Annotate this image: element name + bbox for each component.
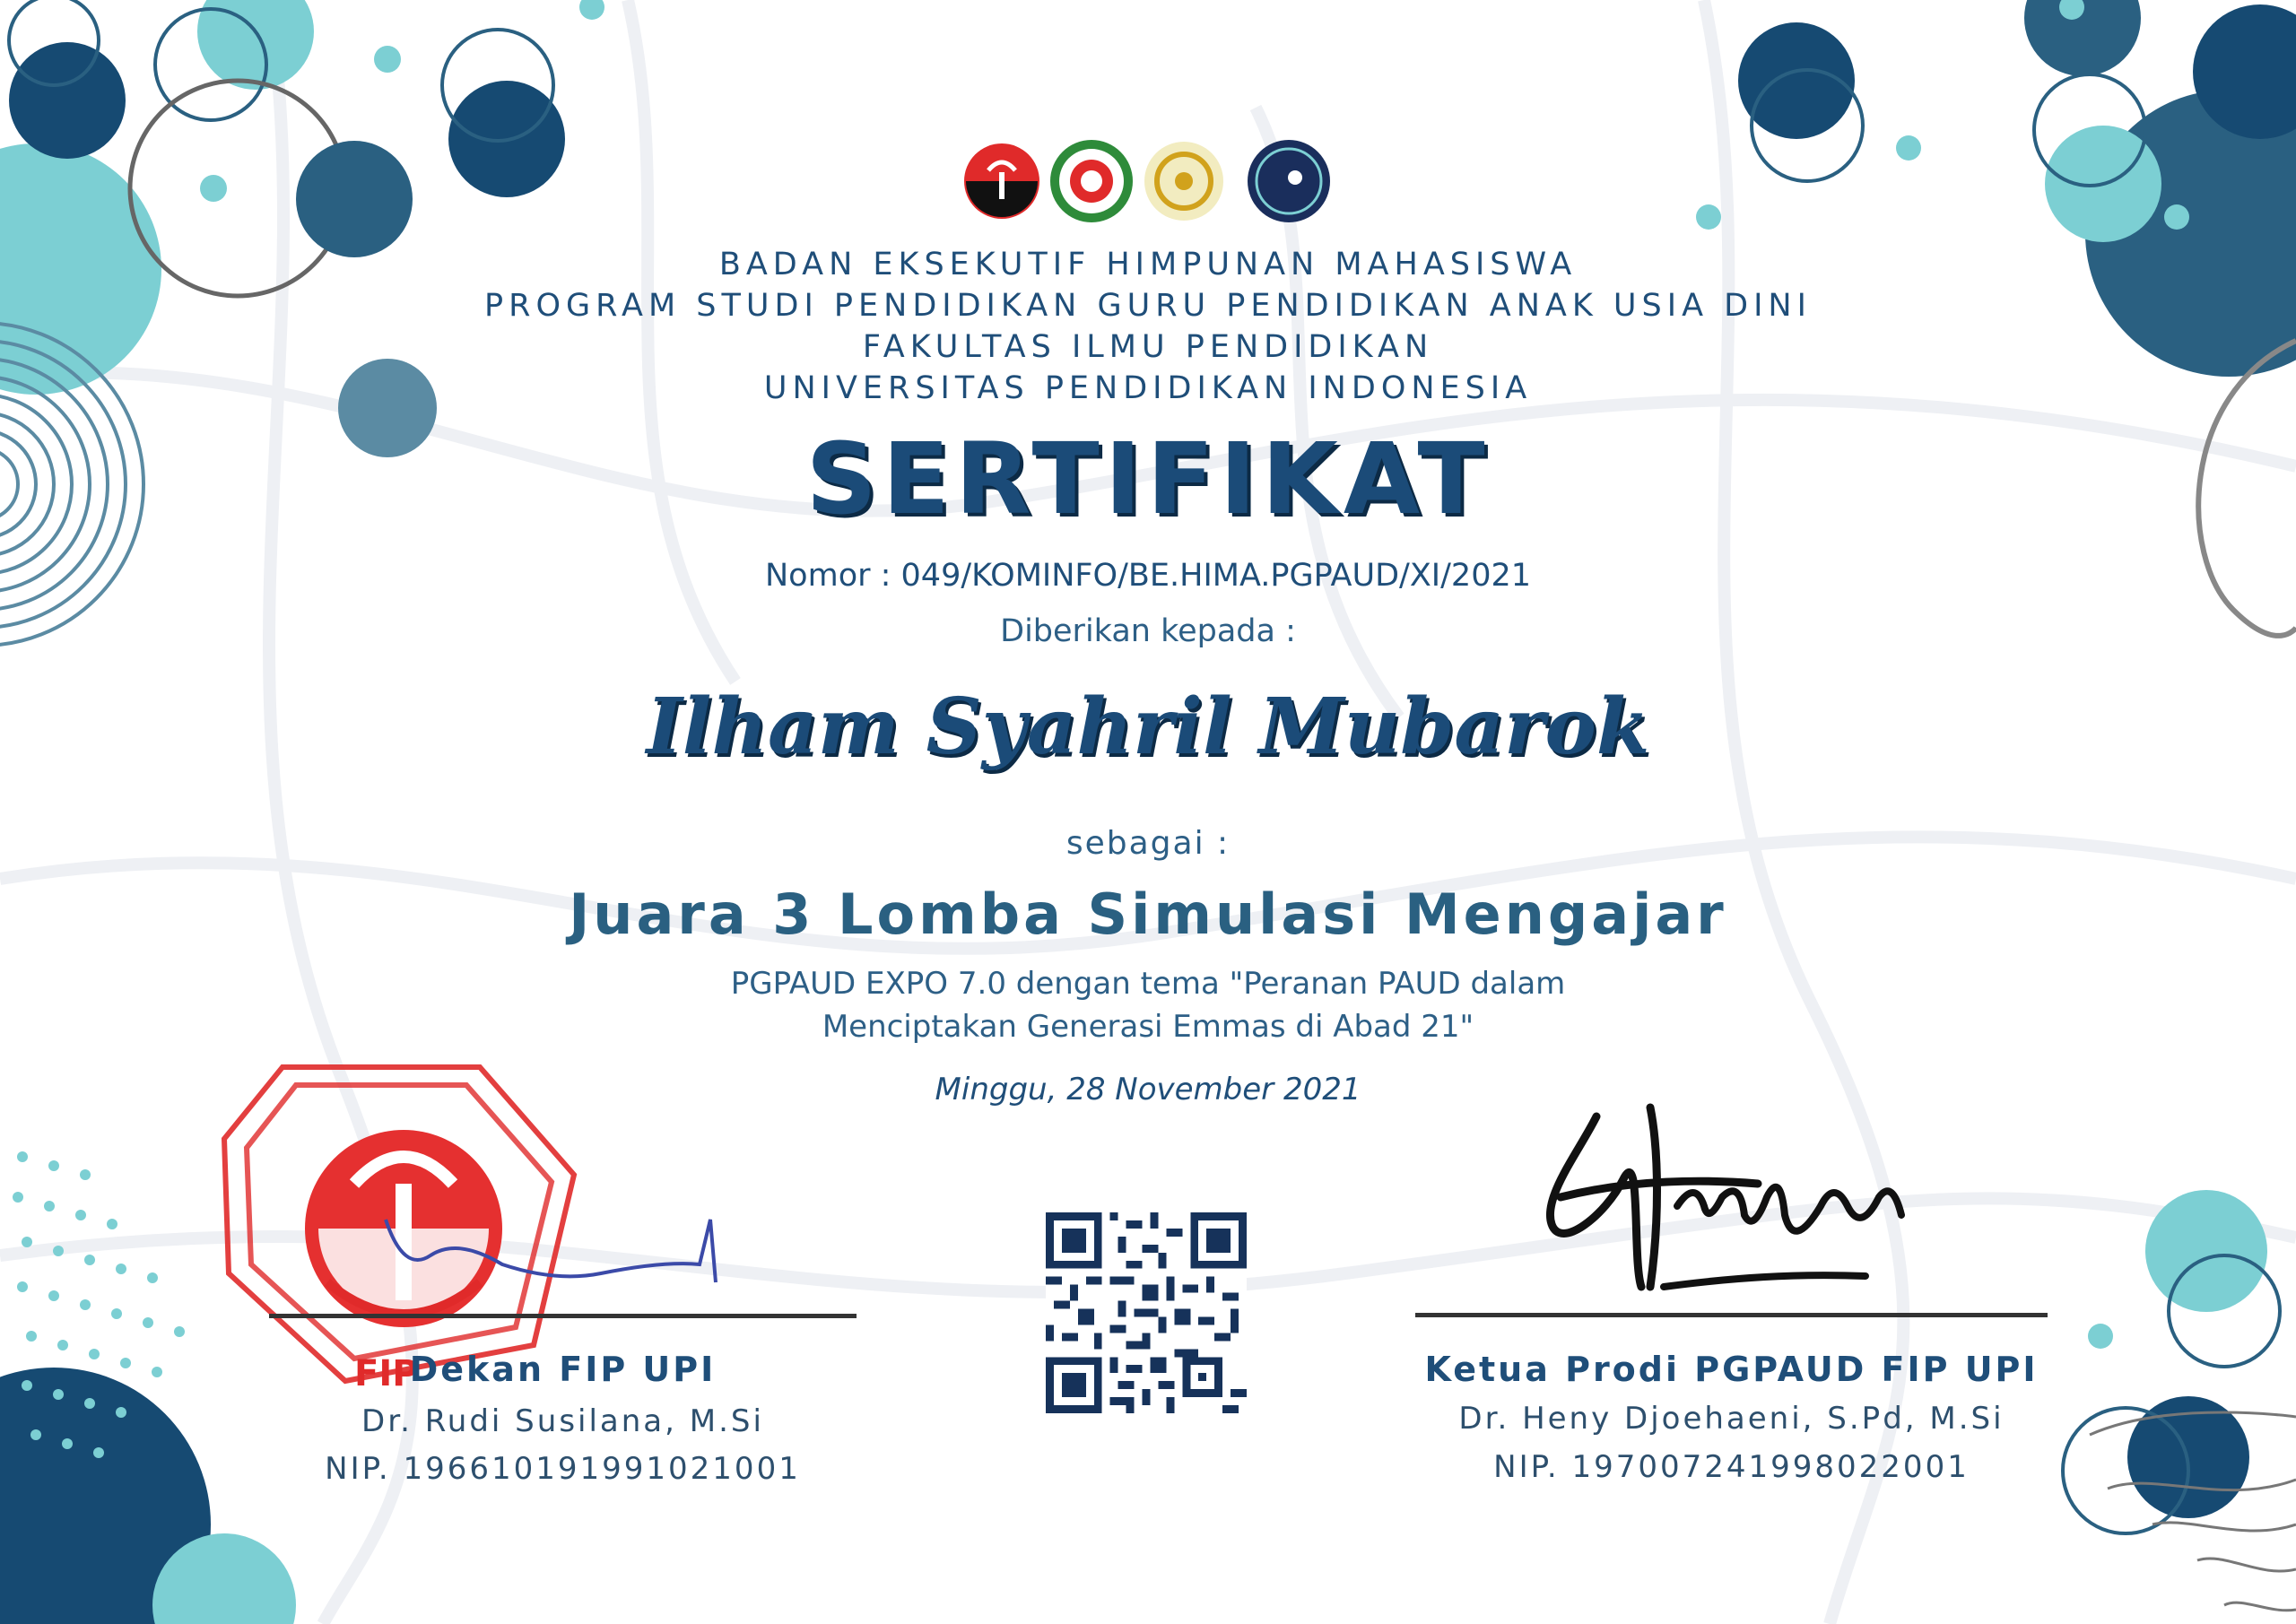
header-line: BADAN EKSEKUTIF HIMPUNAN MAHASISWA [718,247,1578,282]
description-line: Menciptakan Generasi Emmas di Abad 21" [822,1009,1474,1045]
left-signature-line [269,1314,857,1318]
faculty-seal-logo [1050,140,1133,222]
award-title: Juara 3 Lomba Simulasi Mengajar [569,881,1727,947]
recipient-name: Ilham Syahril Mubarok [646,682,1650,772]
head-of-program-signature [1525,1099,1928,1305]
chakra-bhadra-logo [1144,142,1223,221]
right-signature-line [1415,1313,2048,1317]
certificate-number: Nomor : 049/KOMINFO/BE.HIMA.PGPAUD/XI/2021 [765,558,1531,594]
given-to-label: Diberikan kepada : [1000,613,1296,649]
left-signatory-nip: NIP. 196610191991021001 [325,1451,801,1487]
left-signatory-role: Dekan FIP UPI [409,1350,717,1389]
event-description [0,962,2296,1048]
svg-text:FIP: FIP [354,1353,419,1390]
qr-code[interactable] [1046,1212,1247,1413]
header-institution [0,244,2296,409]
header-line: UNIVERSITAS PENDIDIKAN INDONESIA [763,370,1533,406]
logos-row [961,136,1338,226]
event-date: Minggu, 28 November 2021 [935,1072,1361,1107]
dean-signature [377,1202,726,1300]
left-signatory-name: Dr. Rudi Susilana, M.Si [361,1403,764,1439]
pgpaud-expo-logo [1248,140,1330,222]
certificate-title: SERTIFIKAT [805,421,1491,536]
right-signatory-name: Dr. Heny Djoehaeni, S.Pd, M.Si [1458,1401,2005,1437]
header-line: PROGRAM STUDI PENDIDIKAN GURU PENDIDIKAN ANAK USIA DINI [484,288,1812,324]
header-line: FAKULTAS ILMU PENDIDIKAN [862,329,1434,365]
right-signatory-nip: NIP. 197007241998022001 [1493,1449,1970,1485]
description-line: PGPAUD EXPO 7.0 dengan tema "Peranan PAUD dalam [730,966,1566,1002]
right-signatory-role: Ketua Prodi PGPAUD FIP UPI [1424,1350,2039,1389]
upi-logo [964,143,1039,219]
as-label: sebagai : [1065,825,1231,862]
